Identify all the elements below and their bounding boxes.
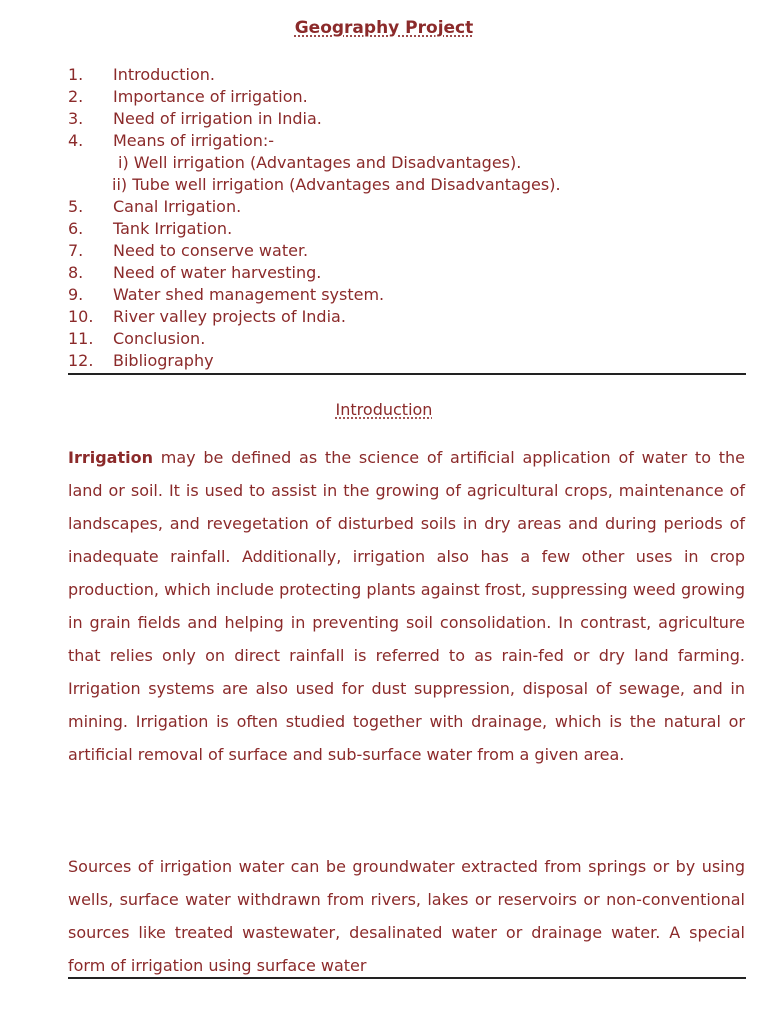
toc-item-label: Conclusion. [113, 329, 206, 348]
toc-item [68, 328, 744, 350]
toc-item [68, 108, 744, 130]
toc-item-number: 7. [68, 241, 84, 260]
toc-item [68, 262, 744, 284]
intro-term: Irrigation [68, 448, 153, 467]
toc-item-label: Need to conserve water. [113, 241, 309, 260]
sources-paragraph [68, 850, 745, 982]
toc-item [68, 86, 744, 108]
toc-item-number: 12. [68, 351, 94, 370]
toc-item [68, 284, 744, 306]
toc-subitem [68, 152, 744, 174]
table-of-contents [68, 64, 744, 372]
toc-item-label: Tank Irrigation. [113, 219, 233, 238]
toc-item-number: 10. [68, 307, 94, 326]
intro-paragraph [68, 441, 745, 771]
toc-item-number: 3. [68, 109, 84, 128]
toc-item-label: Means of irrigation:- [113, 131, 275, 150]
toc-item-number: 6. [68, 219, 84, 238]
toc-item-number: 11. [68, 329, 94, 348]
toc-item-label: Canal Irrigation. [113, 197, 242, 216]
toc-item-number: 1. [68, 65, 84, 84]
toc-item [68, 130, 744, 152]
sources-text: Sources of irrigation water can be groundwater extracted from springs or by using wells, surface water withdrawn from rivers, lakes or reservoirs or non-conventional sources like treated wastewater, desalinated water or drainage water. A special form of irrigation using surface water [68, 857, 745, 975]
horizontal-divider [68, 977, 746, 979]
toc-item-number: 2. [68, 87, 84, 106]
toc-item [68, 218, 744, 240]
toc-item-number: 8. [68, 263, 84, 282]
toc-item-label: River valley projects of India. [113, 307, 346, 326]
toc-item-label: Need of water harvesting. [113, 263, 322, 282]
toc-item [68, 196, 744, 218]
section-heading-text: Introduction [335, 400, 433, 419]
toc-item-number: 5. [68, 197, 84, 216]
toc-item-number: 9. [68, 285, 84, 304]
toc-item-label: Introduction. [113, 65, 215, 84]
document-title-text: Geography Project [294, 18, 474, 38]
document-title [0, 16, 768, 40]
toc-item [68, 240, 744, 262]
toc-subitem [68, 174, 744, 196]
toc-item [68, 64, 744, 86]
toc-item [68, 306, 744, 328]
toc-item-label: Need of irrigation in India. [113, 109, 322, 128]
toc-item-label: Bibliography [113, 351, 214, 370]
toc-subitem-label: i) Well irrigation (Advantages and Disadvantages). [118, 153, 522, 172]
toc-item-label: Importance of irrigation. [113, 87, 308, 106]
toc-item [68, 350, 744, 372]
intro-text: may be defined as the science of artificial application of water to the land or soil. It is used to assist in the growing of agricultural crops, maintenance of landscapes, and revegetation of disturbed soils in dry areas and during periods of inadequate rainfall. Additionally, irrigation also has a few other uses in crop production, which include protecting plants against frost, suppressing weed growing in grain fields and helping in preventing soil consolidation. In contrast, agriculture that relies only on direct rainfall is referred to as rain-fed or dry land farming. Irrigation systems are also used for dust suppression, disposal of sewage, and in mining. Irrigation is often studied together with drainage, which is the natural or artificial removal of surface and sub-surface water from a given area. [68, 448, 745, 764]
toc-subitem-label: ii) Tube well irrigation (Advantages and Disadvantages). [112, 175, 561, 194]
toc-item-number: 4. [68, 131, 84, 150]
toc-item-label: Water shed management system. [113, 285, 385, 304]
section-heading [0, 398, 768, 422]
horizontal-divider [68, 373, 746, 375]
